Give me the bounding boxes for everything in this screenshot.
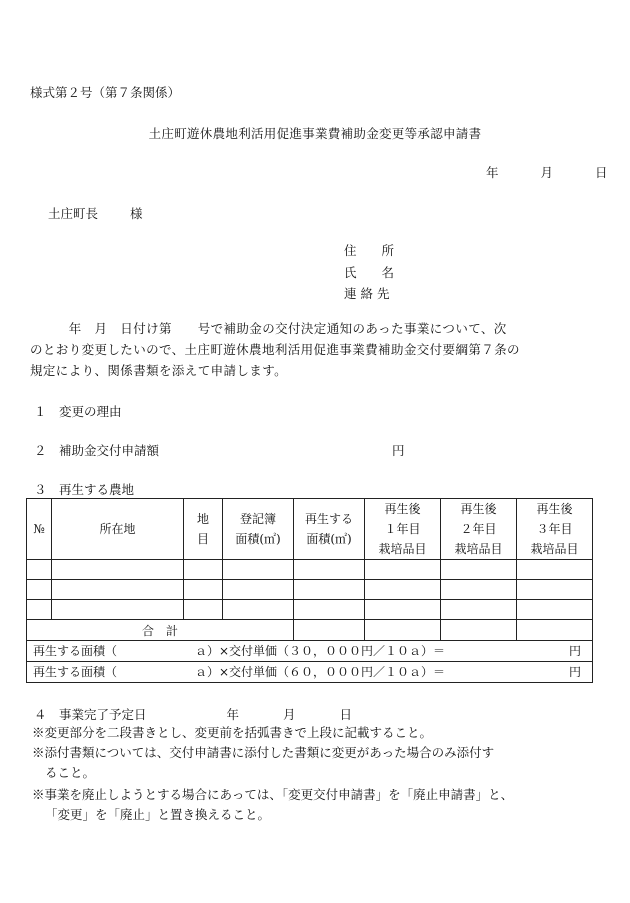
cell-registered-area[interactable] bbox=[223, 600, 294, 620]
cell-no[interactable] bbox=[27, 560, 52, 580]
header-year-1-crop bbox=[365, 499, 441, 560]
table-total-row bbox=[27, 620, 593, 641]
calc-cell-1[interactable] bbox=[27, 641, 593, 662]
calc-row-2 bbox=[27, 662, 593, 683]
calc-2-left: 再生する面積（ bbox=[33, 665, 118, 679]
cell-registered-area[interactable] bbox=[223, 560, 294, 580]
header-year-2-crop bbox=[441, 499, 517, 560]
cell-year-2-crop[interactable] bbox=[441, 580, 517, 600]
calc-1-left: 再生する面積（ bbox=[33, 644, 118, 658]
header-registered-area bbox=[223, 499, 294, 560]
date-month: 月 bbox=[540, 165, 553, 180]
total-regen-area[interactable] bbox=[294, 620, 365, 641]
table-row bbox=[27, 560, 593, 580]
calc-2-mid: ａ）×交付単価（６０，０００円／１０ａ）＝ bbox=[195, 665, 446, 679]
item-completion-label: ４ 事業完了予定日 bbox=[34, 707, 147, 722]
cell-regen-area[interactable] bbox=[294, 580, 365, 600]
land-table bbox=[26, 498, 593, 683]
cell-year-1-crop[interactable] bbox=[365, 560, 441, 580]
header-y1-line-3: 栽培品目 bbox=[378, 542, 427, 556]
calc-cell-2[interactable] bbox=[27, 662, 593, 683]
note-3-line-1: ※事業を廃止しようとする場合にあっては、「変更交付申請書」を「廃止申請書」と、 bbox=[32, 787, 514, 802]
calc-row-1 bbox=[27, 641, 593, 662]
total-year-3[interactable] bbox=[517, 620, 593, 641]
request-body bbox=[30, 318, 596, 381]
cell-year-2-crop[interactable] bbox=[441, 600, 517, 620]
header-category-line-2: 目 bbox=[196, 532, 209, 546]
date-day: 日 bbox=[594, 165, 608, 180]
completion-month: 月 bbox=[282, 707, 296, 722]
cell-category[interactable] bbox=[184, 600, 223, 620]
applicant-contact-label: 連 絡 先 bbox=[344, 286, 390, 301]
header-y2-line-1: 再生後 bbox=[460, 502, 497, 516]
calc-1-unit: 円 bbox=[569, 644, 582, 658]
cell-year-3-crop[interactable] bbox=[517, 600, 593, 620]
cell-regen-area[interactable] bbox=[294, 600, 365, 620]
header-registered-line-1: 登記簿 bbox=[239, 512, 276, 526]
cell-location[interactable] bbox=[52, 580, 184, 600]
table-row bbox=[27, 600, 593, 620]
table-row bbox=[27, 580, 593, 600]
header-regen-line-2: 面積(㎡) bbox=[306, 532, 352, 546]
applicant-address-label: 住 所 bbox=[344, 243, 395, 258]
total-year-1[interactable] bbox=[365, 620, 441, 641]
header-y2-line-2: ２年目 bbox=[460, 522, 497, 536]
item-completion bbox=[34, 705, 352, 723]
date-year: 年 bbox=[486, 165, 499, 180]
table-header-row bbox=[27, 499, 593, 560]
page-title: 土庄町遊休農地利活用促進事業費補助金変更等承認申請書 bbox=[148, 126, 482, 141]
header-registered-line-2: 面積(㎡) bbox=[235, 532, 281, 546]
item-reason: １ 変更の理由 bbox=[34, 404, 122, 419]
completion-year: 年 bbox=[226, 707, 239, 722]
header-location: 所在地 bbox=[52, 499, 184, 560]
cell-year-2-crop[interactable] bbox=[441, 560, 517, 580]
header-category-line-1: 地 bbox=[196, 512, 209, 526]
cell-year-1-crop[interactable] bbox=[365, 600, 441, 620]
header-year-3-crop bbox=[517, 499, 593, 560]
header-regen-line-1: 再生する bbox=[304, 512, 353, 526]
total-label: 合 計 bbox=[27, 620, 294, 641]
total-year-2[interactable] bbox=[441, 620, 517, 641]
cell-no[interactable] bbox=[27, 580, 52, 600]
cell-year-3-crop[interactable] bbox=[517, 560, 593, 580]
cell-registered-area[interactable] bbox=[223, 580, 294, 600]
completion-day: 日 bbox=[339, 707, 352, 722]
cell-location[interactable] bbox=[52, 600, 184, 620]
cell-location[interactable] bbox=[52, 560, 184, 580]
addressee-name: 土庄町長 bbox=[48, 206, 99, 221]
cell-no[interactable] bbox=[27, 600, 52, 620]
addressee bbox=[48, 204, 143, 222]
header-y1-line-2: １年目 bbox=[384, 522, 421, 536]
date-line bbox=[486, 163, 607, 181]
cell-year-1-crop[interactable] bbox=[365, 580, 441, 600]
header-category bbox=[184, 499, 223, 560]
header-y3-line-1: 再生後 bbox=[536, 502, 573, 516]
cell-year-3-crop[interactable] bbox=[517, 580, 593, 600]
header-y3-line-2: ３年目 bbox=[536, 522, 573, 536]
note-2-line-2: ること。 bbox=[45, 765, 96, 780]
item-amount-label: ２ 補助金交付申請額 bbox=[34, 443, 160, 458]
applicant-name-label: 氏 名 bbox=[344, 265, 395, 280]
header-y2-line-3: 栽培品目 bbox=[454, 542, 503, 556]
calc-1-mid: ａ）×交付単価（３０，０００円／１０ａ）＝ bbox=[195, 644, 446, 658]
form-label: 様式第２号（第７条関係） bbox=[30, 85, 181, 100]
note-3 bbox=[32, 785, 594, 825]
item-amount-unit: 円 bbox=[392, 443, 405, 458]
request-body-line-1: 年 月 日付け第 号で補助金の交付決定通知のあった事業について、次 bbox=[30, 321, 507, 336]
cell-category[interactable] bbox=[184, 560, 223, 580]
header-no: № bbox=[27, 499, 52, 560]
note-3-line-2: 「変更」を「廃止」と置き換えること。 bbox=[45, 807, 271, 822]
note-2-line-1: ※添付書類については、交付申請書に添付した書類に変更があった場合のみ添付す bbox=[32, 745, 495, 760]
note-2 bbox=[32, 743, 594, 783]
cell-regen-area[interactable] bbox=[294, 560, 365, 580]
addressee-honorific: 様 bbox=[129, 206, 143, 221]
request-body-line-2: のとおり変更したいので、土庄町遊休農地利活用促進事業費補助金交付要綱第７条の bbox=[30, 342, 520, 357]
item-land-heading: ３ 再生する農地 bbox=[34, 482, 135, 497]
calc-2-unit: 円 bbox=[569, 665, 582, 679]
header-regen-area bbox=[294, 499, 365, 560]
header-y1-line-1: 再生後 bbox=[384, 502, 421, 516]
header-y3-line-3: 栽培品目 bbox=[530, 542, 579, 556]
note-1: ※変更部分を二段書きとし、変更前を括弧書きで上段に記載すること。 bbox=[32, 725, 433, 740]
cell-category[interactable] bbox=[184, 580, 223, 600]
request-body-line-3: 規定により、関係書類を添えて申請します。 bbox=[30, 363, 288, 378]
